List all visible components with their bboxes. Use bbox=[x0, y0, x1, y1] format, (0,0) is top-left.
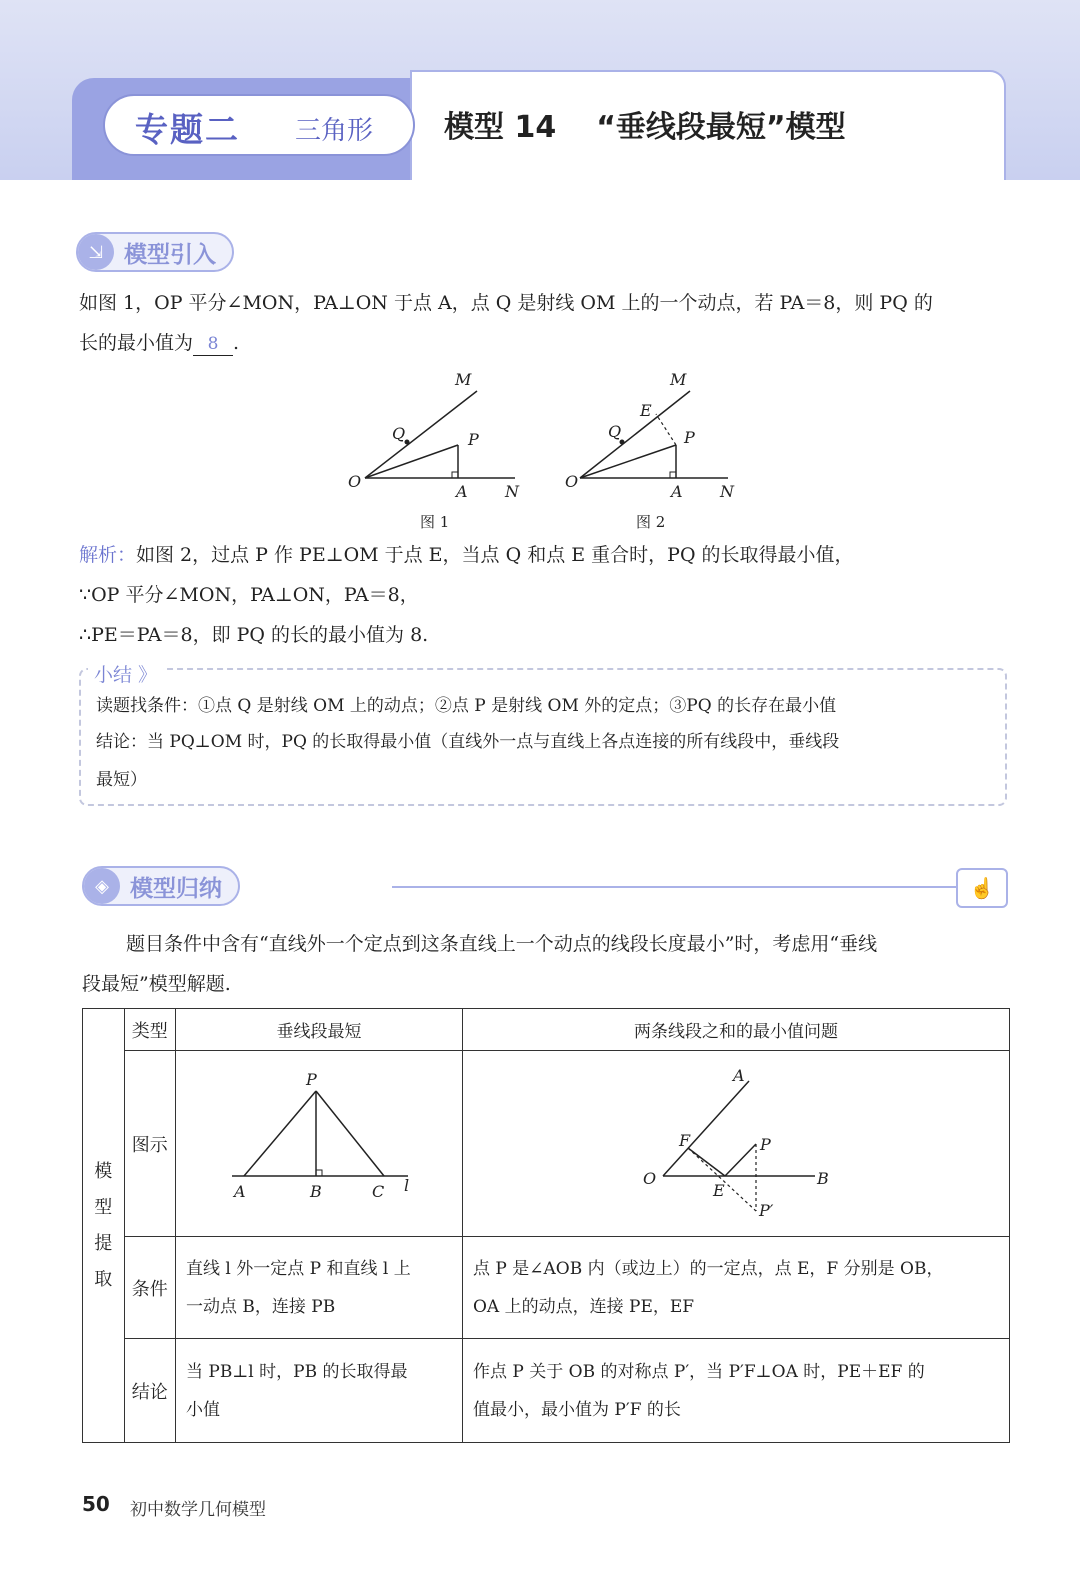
cond2-line-1: 点 P 是∠AOB 内（或边上）的一定点，点 E，F 分别是 OB， bbox=[473, 1258, 944, 1279]
section-tag-summary-label: 模型归纳 bbox=[130, 875, 222, 902]
tbl1-label-P: P bbox=[305, 1070, 317, 1089]
document-icon: ⇲ bbox=[78, 234, 114, 270]
tbl1-label-B: B bbox=[309, 1182, 322, 1201]
figure-2 bbox=[565, 370, 735, 531]
col1-figure-cell bbox=[175, 1051, 462, 1237]
analysis-label: 解析： bbox=[79, 544, 137, 566]
answer-blank: 8 bbox=[193, 333, 233, 356]
tbl2-label-O: O bbox=[643, 1169, 657, 1188]
section2-intro bbox=[82, 924, 1012, 1004]
tbl1-label-l: l bbox=[403, 1176, 410, 1195]
col1-condition bbox=[175, 1237, 462, 1339]
conc2-line-2: 值最小，最小值为 P′F 的长 bbox=[473, 1399, 681, 1420]
row-head-condition: 条件 bbox=[124, 1237, 175, 1339]
fig1-label-Q: Q bbox=[392, 424, 406, 443]
section-tag-summary bbox=[82, 866, 240, 906]
problem-line-1: 如图 1，OP 平分∠MON，PA⊥ON 于点 A，点 Q 是射线 OM 上的一个动点，若 PA＝8，则 PQ 的 bbox=[79, 292, 933, 314]
col2-conclusion bbox=[463, 1339, 1010, 1443]
sum-min-figure bbox=[463, 1051, 1009, 1231]
perpendicular-figure bbox=[176, 1051, 462, 1231]
cond1-line-2: 一动点 B，连接 PB bbox=[185, 1296, 336, 1317]
row-head-type: 类型 bbox=[124, 1009, 175, 1051]
summary-line-3: 最短） bbox=[96, 770, 147, 790]
outer-label-char: 模 bbox=[94, 1160, 113, 1182]
fig2-label-A: A bbox=[671, 482, 683, 501]
col2-title: 两条线段之和的最小值问题 bbox=[463, 1009, 1010, 1051]
conc1-line-2: 小值 bbox=[185, 1399, 220, 1420]
summary-line-2: 结论：当 PQ⊥OM 时，PQ 的长取得最小值（直线外一点与直线上各点连接的所有线段中，垂线段 bbox=[96, 732, 840, 752]
intro-line-2: 段最短”模型解题. bbox=[82, 973, 231, 995]
pointer-hand-icon: ☝ bbox=[956, 868, 1008, 908]
section-divider bbox=[392, 886, 958, 888]
fig2-label-Q: Q bbox=[608, 422, 622, 441]
table-outer-label bbox=[83, 1009, 125, 1443]
row-head-conclusion: 结论 bbox=[124, 1339, 175, 1443]
problem-text bbox=[79, 283, 1019, 363]
cond1-line-1: 直线 l 外一定点 P 和直线 l 上 bbox=[185, 1258, 411, 1279]
fig2-label-M: M bbox=[670, 370, 687, 389]
model-number: 模型 14 bbox=[444, 110, 557, 145]
fig2-label-O: O bbox=[565, 472, 579, 491]
tbl1-label-C: C bbox=[371, 1182, 385, 1201]
intro-line-1: 题目条件中含有“直线外一个定点到这条直线上一个动点的线段长度最小”时，考虑用“垂线 bbox=[126, 933, 878, 955]
tbl2-label-E: E bbox=[713, 1181, 725, 1200]
fig1-label-A: A bbox=[456, 482, 468, 501]
topic-label: 专题二 bbox=[135, 110, 240, 149]
section-tag-intro-label: 模型引入 bbox=[124, 241, 216, 268]
fig2-label-P: P bbox=[684, 428, 695, 447]
tbl1-label-A: A bbox=[233, 1182, 246, 1201]
fig2-label-E: E bbox=[640, 401, 652, 420]
table-row-conclusion bbox=[83, 1339, 1010, 1443]
analysis-line-3: ∴PE＝PA＝8，即 PQ 的长的最小值为 8. bbox=[79, 624, 429, 646]
col2-figure-cell bbox=[463, 1051, 1010, 1237]
section-tag-intro bbox=[76, 232, 234, 272]
problem-line-2-post: . bbox=[233, 332, 240, 354]
table-row-figure bbox=[83, 1051, 1010, 1237]
fig1-caption: 图 1 bbox=[420, 513, 450, 531]
analysis-line-1-text: 如图 2，过点 P 作 PE⊥OM 于点 E，当点 Q 和点 E 重合时，PQ 的长取得最小值， bbox=[136, 544, 854, 566]
cond2-line-2: OA 上的动点，连接 PE，EF bbox=[473, 1296, 695, 1317]
row-head-figure: 图示 bbox=[124, 1051, 175, 1237]
tbl2-label-B: B bbox=[817, 1169, 829, 1188]
table-row-condition bbox=[83, 1237, 1010, 1339]
intro-figures bbox=[340, 365, 760, 540]
topic-pill bbox=[103, 94, 415, 156]
figure-1 bbox=[348, 370, 520, 531]
page-title bbox=[444, 102, 846, 146]
tbl2-label-P-prime: P′ bbox=[759, 1201, 774, 1220]
conc1-line-1: 当 PB⊥l 时，PB 的长取得最 bbox=[185, 1361, 408, 1382]
model-table bbox=[82, 1008, 1010, 1443]
subtopic-label: 三角形 bbox=[295, 116, 374, 146]
col1-title: 垂线段最短 bbox=[175, 1009, 462, 1051]
table-row-type bbox=[83, 1009, 1010, 1051]
outer-label-char: 提 bbox=[94, 1232, 113, 1254]
summary-title: 小结 》 bbox=[88, 660, 163, 687]
tbl2-label-P: P bbox=[760, 1135, 771, 1154]
analysis-line-2: ∵OP 平分∠MON，PA⊥ON，PA＝8， bbox=[79, 584, 419, 606]
conc2-line-1: 作点 P 关于 OB 的对称点 P′，当 P′F⊥OA 时，PE＋EF 的 bbox=[473, 1361, 925, 1382]
tbl2-label-F: F bbox=[679, 1131, 691, 1150]
tbl2-label-A: A bbox=[733, 1066, 745, 1085]
col2-condition bbox=[463, 1237, 1010, 1339]
fig1-label-N: N bbox=[505, 482, 519, 501]
model-name: “垂线段最短”模型 bbox=[596, 110, 846, 145]
col1-conclusion bbox=[175, 1339, 462, 1443]
analysis-line-1 bbox=[79, 535, 1019, 575]
page-number: 50 bbox=[82, 1492, 110, 1516]
fig1-label-M: M bbox=[455, 370, 472, 389]
cube-icon: ◈ bbox=[84, 868, 120, 904]
summary-line-1: 读题找条件：①点 Q 是射线 OM 上的动点；②点 P 是射线 OM 外的定点；③PQ 的长存在最小值 bbox=[96, 696, 837, 716]
outer-label-char: 取 bbox=[94, 1268, 113, 1290]
analysis-text bbox=[79, 535, 1019, 655]
fig2-label-N: N bbox=[720, 482, 734, 501]
fig1-label-P: P bbox=[468, 430, 479, 449]
problem-line-2-pre: 长的最小值为 bbox=[79, 332, 194, 354]
book-title: 初中数学几何模型 bbox=[130, 1500, 266, 1520]
fig1-label-O: O bbox=[348, 472, 362, 491]
outer-label-char: 型 bbox=[94, 1196, 113, 1218]
problem-line-2 bbox=[79, 323, 1019, 363]
fig2-caption: 图 2 bbox=[636, 513, 666, 531]
